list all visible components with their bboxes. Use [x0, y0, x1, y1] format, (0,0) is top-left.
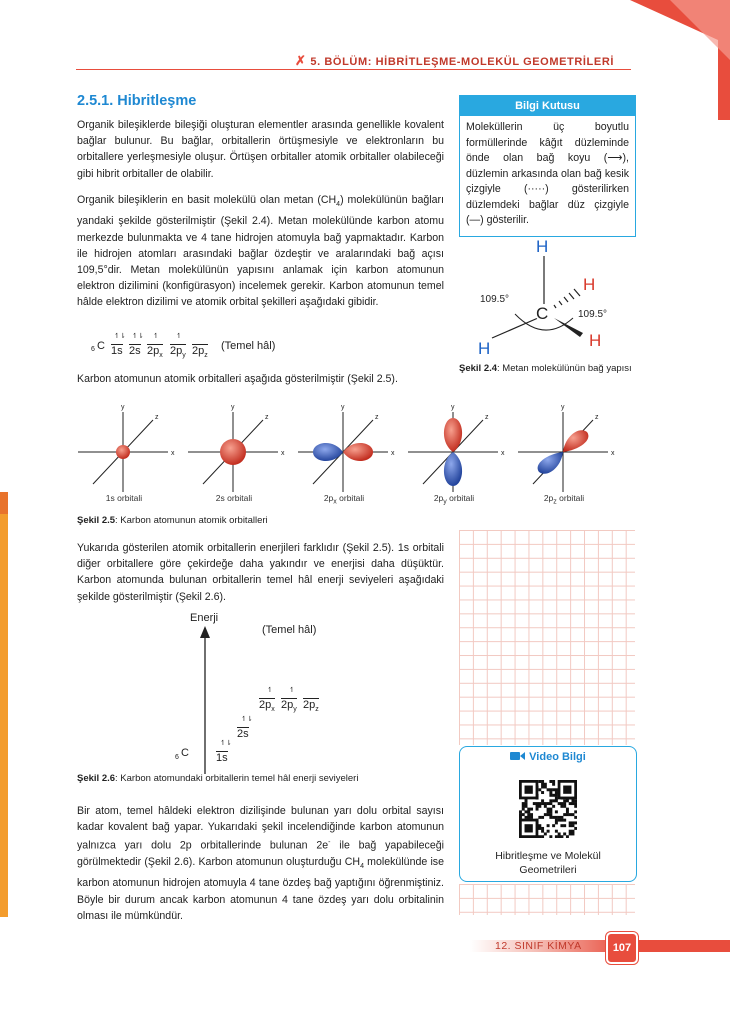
orbital-lobe-red [343, 443, 373, 461]
video-camera-icon [510, 752, 520, 760]
orbital-lobe-blue [538, 452, 563, 474]
y-axis-label: y [451, 404, 455, 411]
methane-figure [470, 236, 630, 361]
qr-code-icon[interactable] [519, 780, 577, 838]
z-axis-label: z [485, 414, 489, 421]
orbital-2s [220, 439, 246, 465]
orbital-label-2pz: $2p_z$ orbitali [543, 493, 585, 506]
energy-diagram: Enerji (Temel hâl) 6 C ↿⇂ 1s ↿⇂ 2s ↿ $2p_x$ ↿ $2p_y$ $2p_z$ [170, 610, 370, 770]
orbital-lobe-blue [444, 452, 462, 486]
video-caption: Hibritleşme ve Molekül Geometrileri [495, 850, 601, 876]
orbital-lobe-red [563, 430, 588, 452]
paragraph-3: Karbon atomunun atomik orbitalleri aşağıda gösterilmiştir (Şekil 2.5). [77, 373, 398, 385]
energy-state: (Temel hâl) [262, 624, 317, 636]
figure-2-6-caption: Şekil 2.6: Karbon atomundaki orbitallerin temel hâl enerji seviyeleri [77, 773, 359, 784]
y-axis-label: y [231, 404, 235, 411]
orbital-label-2px: $2p_x$ orbitali [323, 493, 365, 506]
video-title-row: Video Bilgi [460, 751, 636, 763]
chapter-mark-icon: ✗ [295, 53, 306, 68]
electron-config: 6 C ↿⇂ 1s ↿⇂ 2s ↿ $2p_x$ ↿ $2p_y$ $2p_z$ (Temel hâl) [91, 333, 276, 360]
z-axis-label: z [375, 414, 379, 421]
video-box[interactable] [459, 746, 637, 882]
energy-axis-label: Enerji [190, 612, 219, 624]
x-axis-label: x [611, 450, 615, 457]
level-2s: 2s [237, 728, 249, 740]
orbital-1s [116, 445, 130, 459]
z-axis-label: z [265, 414, 269, 421]
notes-grid-bottom [459, 884, 635, 915]
x-axis-label: x [391, 450, 395, 457]
x-axis-label: x [171, 450, 175, 457]
notes-grid-top [459, 530, 635, 745]
paragraph-1: Organik bileşiklerde bileşiği oluşturan elementler arasında genellikle kovalent bağlar bulunur. Bu bağlar, orbitallerin örtüşmesiyle ve elektronların bu orbitallere yerleşmesiyle oluşur. Örtüşen orbitaller atomik orbitaller olabileceği gibi hibrit orbitaller de olabilir. [77, 119, 444, 180]
header-rule [76, 69, 631, 70]
z-axis-label: z [595, 414, 599, 421]
y-axis-label: y [341, 404, 345, 411]
paragraph-2: Organik bileşiklerin en basit molekülü olan metan $(CH_4)$ molekülünün bağları yandaki şekilde gösterilmiştir (Şekil 2.4). Metan molekülünde karbon atomu merkezde bulunmakta ve 4 tane hidrojen atomuyla bağ yapmaktadır. Karbon ile hidrojen atomları arasındaki bağlar özdeştir ve aralarındaki bağ açısı 109,5°dir. Metan molekülünün yapısını anlamak için karbon atomunun elektron dizilimini (konfigürasyon) incelemek gerekir. Karbon atomunun temel hâlde elektron dizilimi ve atomik orbital şekilleri aşağıdaki gibidir. [77, 194, 444, 309]
x-axis-label: x [501, 450, 505, 457]
atom-h-top: H [536, 237, 549, 256]
angle-label-right: 109.5° [578, 309, 608, 320]
dashed-bond [554, 289, 580, 308]
orbital-label-2py: $2p_y$ orbitali [433, 493, 475, 506]
side-strip-accent [0, 492, 8, 514]
paragraph-4: Yukarıda gösterilen atomik orbitallerin enerjileri farklıdır (Şekil 2.5). 1s orbitali diğer orbitallere göre çekirdeğe daha yakındır ve enerjisi daha düşüktür. Karbon atomunda bulunan orbitallerin temel hâl enerji seviyeleri aşağıdaki şekilde gösterilmiştir (Şekil 2.6). [77, 542, 444, 603]
atom-c: C [536, 304, 549, 323]
atom-h-left: H [478, 339, 491, 358]
orbital-lobe-red [444, 418, 462, 452]
chapter-header [295, 52, 614, 70]
level-2px: $2p_x$ [259, 699, 275, 714]
level-2pz: $2p_z$ [303, 699, 319, 714]
x-axis-label: x [281, 450, 285, 457]
y-axis-label: y [121, 404, 125, 411]
side-strip [0, 492, 8, 917]
paragraph-5: Bir atom, temel hâldeki elektron dizilişinde bulunan yarı dolu orbital sayısı kadar kovalent bağ yapar. Yukarıdaki şekil incelendiğinde karbon atomunun yalnızca yarı dolu 2p orbitallerinde bulunan 2e- ile bağ yapabileceği görülmektedir (Şekil 2.6). Karbon atomunun oluşturduğu $CH_4$ molekülünde ise karbon atomunun hidrojen atomuyla 4 tane özdeş bağ yaptığını öğrenmiştiniz. Böyle bir durum ancak karbon atomunun 4 tane özdeş yarı dolu orbitalinin olması ile mümkündür. [77, 805, 444, 922]
info-box-text: Moleküllerin üç boyutlu formüllerinde kâğıt düzleminde önde olan bağ koyu (⟶), düzlemin arkasında olan bağ kesik çizgiyle (·····) gösterilirken düzlemdeki bağlar düz çizgiyle (—) gösterilir. [466, 121, 629, 226]
orbital-label-1s: 1s orbitali [105, 493, 143, 503]
section-title: 2.5.1. Hibritleşme [77, 93, 197, 109]
figure-2-4-caption: Şekil 2.4: Metan molekülünün bağ yapısı [459, 363, 632, 374]
energy-axis-arrow [198, 626, 212, 776]
y-axis-label: y [561, 404, 565, 411]
z-axis-label: z [155, 414, 159, 421]
chapter-title: 5. BÖLÜM: HİBRİTLEŞME-MOLEKÜL GEOMETRİLERİ [310, 56, 615, 68]
level-2py: $2p_y$ [281, 699, 297, 714]
info-box-title: Bilgi Kutusu [460, 96, 635, 116]
figure-2-5-caption: Şekil 2.5: Karbon atomunun atomik orbitalleri [77, 515, 268, 526]
config-state: (Temel hâl) [221, 340, 276, 352]
angle-label-left: 109.5° [480, 294, 510, 305]
level-1s: 1s [216, 752, 228, 764]
footer-text: 12. SINIF KİMYA [495, 940, 582, 952]
page-number: 107 [606, 932, 638, 964]
orbital-label-2s: 2s orbitali [215, 493, 253, 503]
atom-h-right: H [583, 275, 596, 294]
orbital-lobe-blue [313, 443, 343, 461]
info-box [459, 95, 636, 237]
atom-h-bottom: H [589, 331, 602, 350]
